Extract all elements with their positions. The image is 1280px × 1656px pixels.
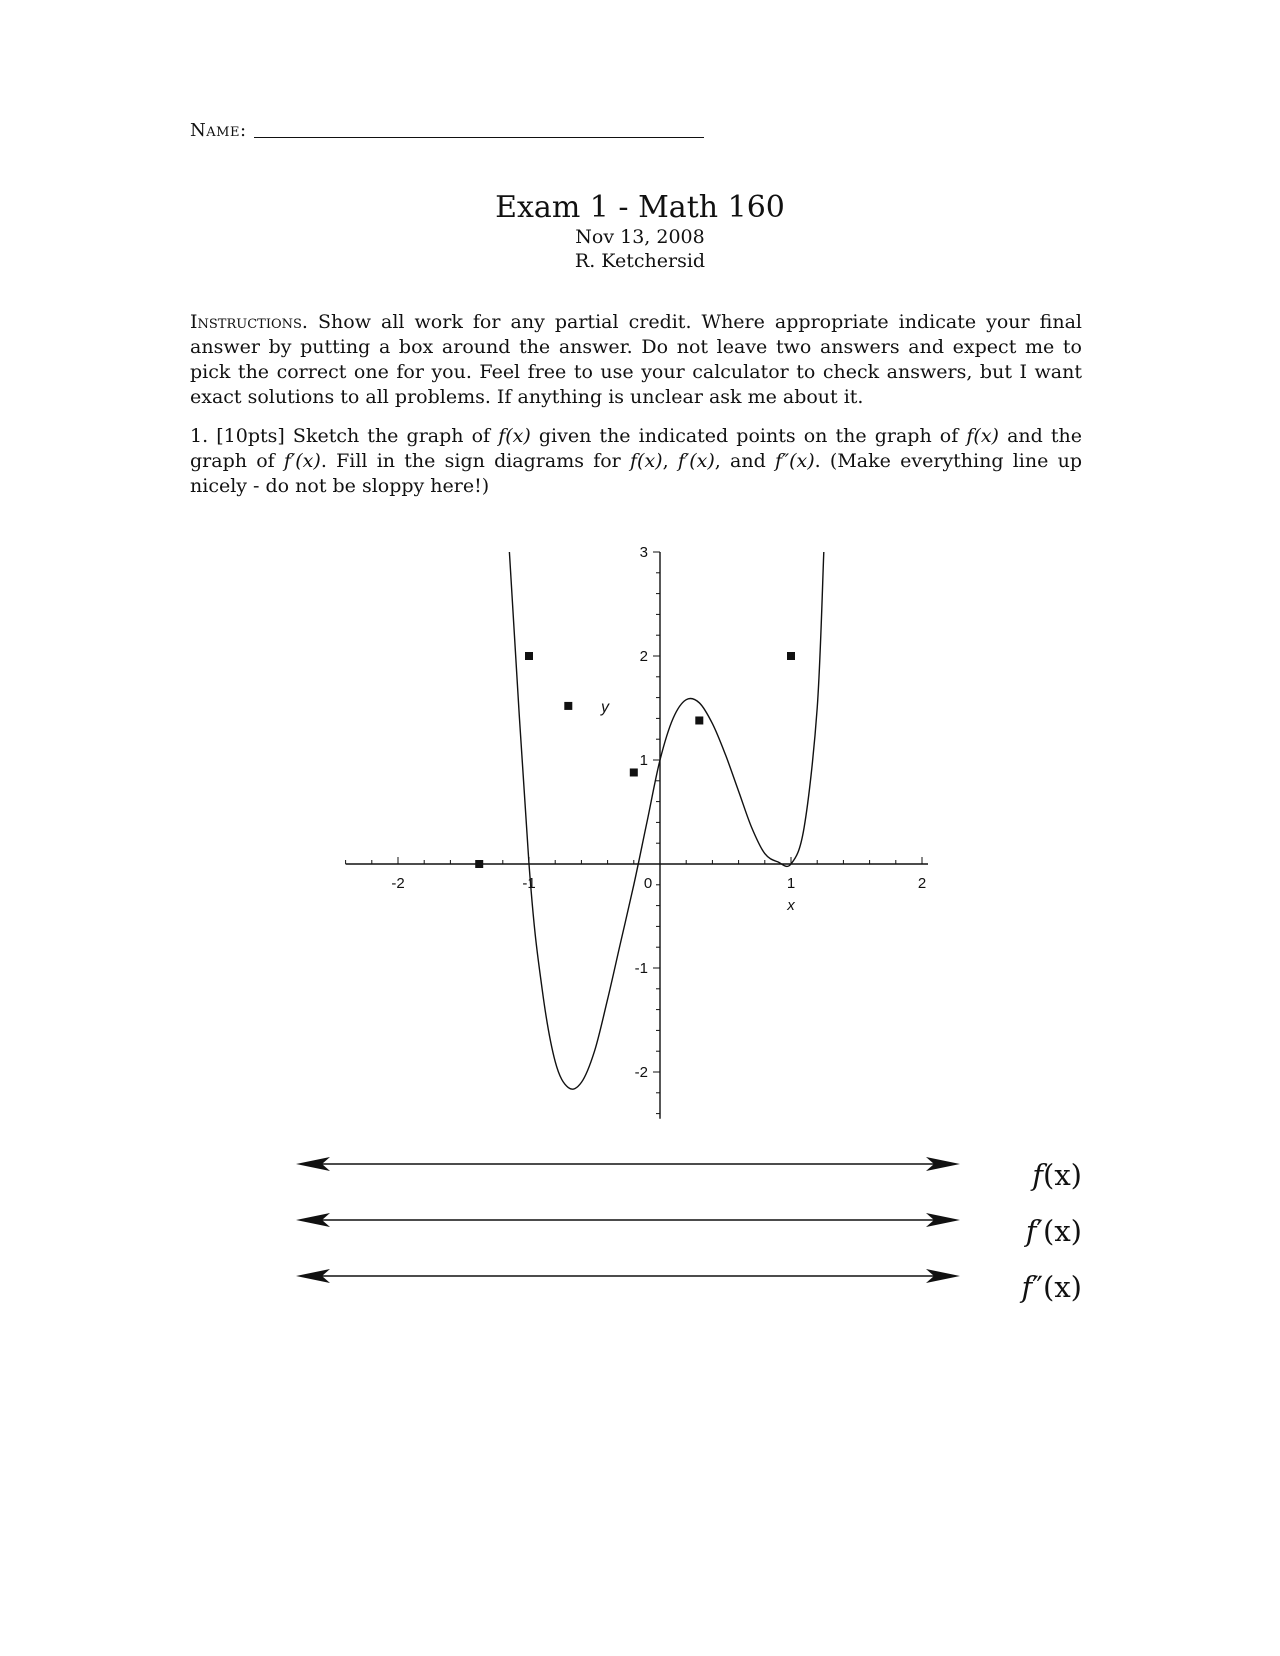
given-point (630, 768, 638, 776)
exam-author: R. Ketchersid (574, 250, 706, 272)
instructions-lead: Instructions. (190, 311, 308, 333)
sign-label-fprime: f′(x) (1025, 1214, 1082, 1248)
name-label: Name: (190, 120, 247, 141)
x-tick-label: 0 (643, 875, 653, 892)
math-f: f(x) (498, 425, 531, 447)
math-f: f(x) (630, 450, 663, 472)
y-tick-label: 3 (639, 544, 648, 561)
sign-diagram-layer (296, 1157, 960, 1283)
problem-text: and the graph of (190, 425, 1083, 472)
problem-text: , (662, 450, 669, 472)
sign-label-f: f(x) (1032, 1158, 1082, 1192)
math-fprime: f′(x) (677, 450, 715, 472)
exam-title: Exam 1 - Math 160 (495, 190, 785, 225)
problem-text: . Fill in the sign diagrams for (320, 450, 621, 472)
math-f: f(x) (966, 425, 999, 447)
instructions-text: Show all work for any partial credit. Where appropriate indicate your final answer by putting a box around the answer. Do not leave two answers and expect me to pick the correct one for you. Feel free to use your calculator to check answers, but I want exact solutions to all problems. If anything is unclear ask me about it. (190, 311, 1082, 408)
math-fprime: f′(x) (283, 450, 321, 472)
x-tick-label: -1 (522, 875, 536, 892)
x-tick-label: 2 (917, 875, 927, 892)
problem-text: Sketch the graph of (292, 425, 491, 447)
problem-text: . (Make everything line up nicely - do not be sloppy here!) (190, 450, 1082, 497)
given-point (695, 716, 703, 724)
problem-number: 1. (190, 425, 209, 447)
given-point (525, 652, 533, 660)
sign-label-fdoubleprime: f″(x) (1021, 1270, 1082, 1304)
x-tick-label: -2 (391, 875, 405, 892)
y-tick-label: 2 (639, 648, 648, 665)
exam-date: Nov 13, 2008 (575, 226, 705, 248)
x-axis-label: x (787, 897, 795, 914)
x-tick-label: 1 (786, 875, 796, 892)
problem-text: , and (714, 450, 766, 472)
problem-text: given the indicated points on the graph of (538, 425, 959, 447)
y-tick-label: -2 (634, 1064, 648, 1081)
given-points-layer (475, 652, 795, 868)
math-fdoubleprime: f″(x) (774, 450, 815, 472)
given-point (475, 860, 483, 868)
fprime-curve-layer (509, 552, 823, 1089)
axes (346, 544, 928, 1119)
given-point (564, 702, 572, 710)
y-axis-label: y (600, 699, 609, 717)
y-tick-label: -1 (634, 960, 648, 977)
problem-points: [10pts] (216, 425, 285, 447)
fprime-curve (509, 552, 823, 1089)
y-tick-label: 1 (639, 752, 648, 769)
given-point (787, 652, 795, 660)
